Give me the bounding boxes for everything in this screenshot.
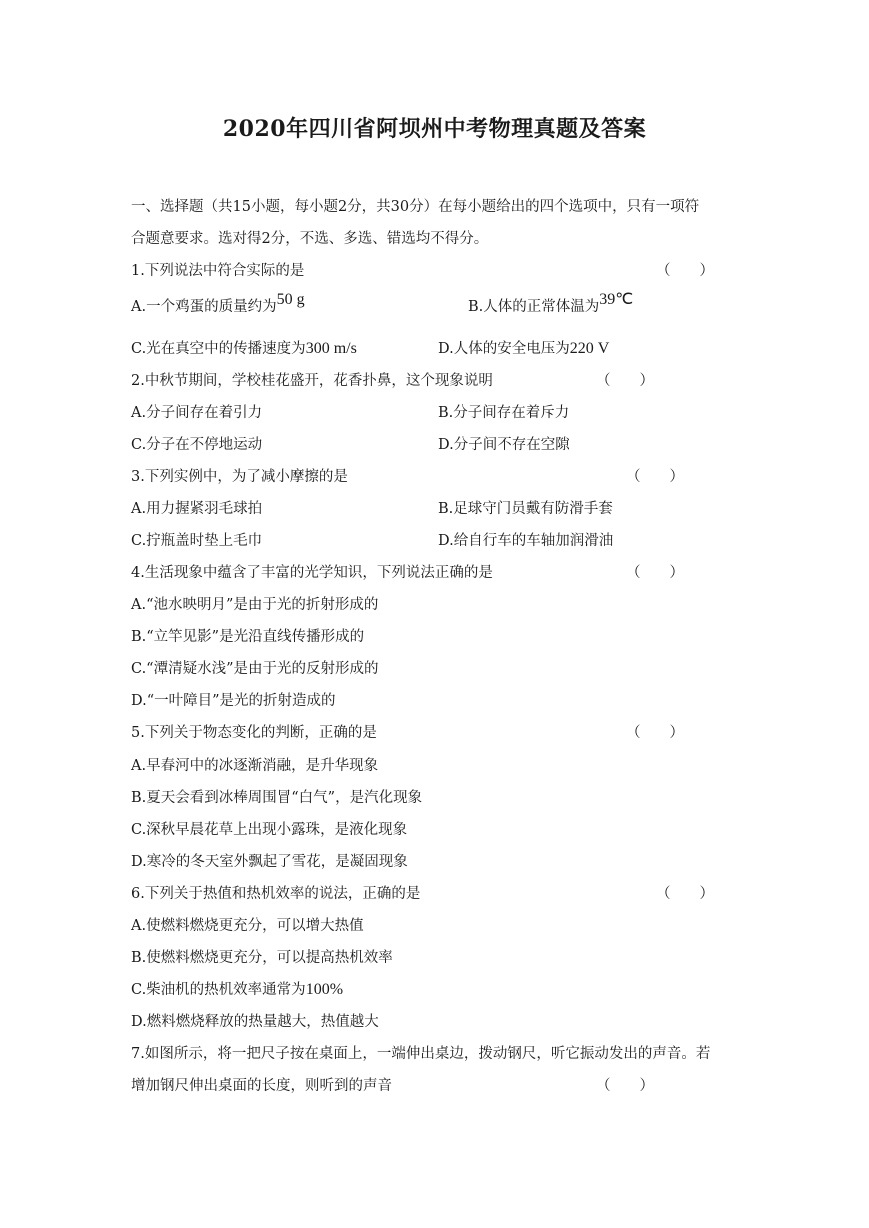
- q2-option-a: A.分子间存在着引力: [131, 405, 263, 421]
- q3-option-d: D.给自行车的车轴加润滑油: [438, 533, 614, 549]
- q7-stem-line1: 7.如图所示，将一把尺子按在桌面上，一端伸出桌边，拨动钢尺，听它振动发出的声音。若: [131, 1046, 711, 1062]
- q1-answer-paren: （ ）: [656, 263, 714, 279]
- q4-stem: 4.生活现象中蕴含了丰富的光学知识，下列说法正确的是: [131, 565, 493, 581]
- q4-option-a: A.“池水映明月”是由于光的折射形成的: [131, 597, 379, 613]
- q1-option-c: [131, 339, 357, 359]
- q5-answer-paren: （ ）: [626, 725, 684, 741]
- q7-stem-line2: 增加钢尺伸出桌面的长度，则听到的声音: [131, 1078, 392, 1094]
- section-intro-line1: 一、选择题（共15小题，每小题2分，共30分）在每小题给出的四个选项中，只有一项符: [131, 199, 700, 215]
- q5-option-a: A.早春河中的冰逐渐消融，是升华现象: [131, 758, 379, 774]
- q2-stem: 2.中秋节期间，学校桂花盛开，花香扑鼻，这个现象说明: [131, 373, 493, 389]
- q2-option-d: D.分子间不存在空隙: [438, 437, 570, 453]
- q4-option-d: D.“一叶障目”是光的折射造成的: [131, 693, 336, 709]
- q6-option-a: A.使燃料燃烧更充分，可以增大热值: [131, 918, 364, 934]
- q1-option-d-text: D.人体的安全电压为: [438, 341, 570, 357]
- q4-option-b: B.“立竿见影”是光沿直线传播形成的: [131, 629, 365, 645]
- q1-option-b: [468, 291, 634, 317]
- q7-answer-paren: （ ）: [596, 1078, 654, 1094]
- section-intro-line2: 合题意要求。选对得2分，不选、多选、错选均不得分。: [131, 231, 489, 247]
- q1-option-d-value: 220 V: [569, 340, 610, 357]
- q5-stem: 5.下列关于物态变化的判断，正确的是: [131, 725, 377, 741]
- q6-option-c: [131, 980, 343, 1000]
- q1-option-b-text: B.人体的正常体温为: [468, 299, 600, 315]
- q1-option-c-text: C.光在真空中的传播速度为: [131, 341, 306, 357]
- q5-option-b: B.夏天会看到冰棒周围冒“白气”，是汽化现象: [131, 790, 423, 806]
- q6-option-d: D.燃料燃烧释放的热量越大，热值越大: [131, 1014, 379, 1030]
- q5-option-d: D.寒冷的冬天室外飘起了雪花，是凝固现象: [131, 854, 408, 870]
- q3-stem: 3.下列实例中，为了减小摩擦的是: [131, 469, 348, 485]
- q2-answer-paren: （ ）: [596, 373, 654, 389]
- q6-option-c-text: C.柴油机的热机效率通常为: [131, 982, 306, 998]
- q1-option-c-value: 300 m/s: [305, 340, 357, 357]
- q1-stem: 1.下列说法中符合实际的是: [131, 263, 305, 279]
- q3-option-b: B.足球守门员戴有防滑手套: [438, 501, 613, 517]
- q6-answer-paren: （ ）: [656, 886, 714, 902]
- q4-option-c: C.“潭清疑水浅”是由于光的反射形成的: [131, 661, 379, 677]
- q6-option-c-value: 100%: [305, 981, 344, 998]
- q1-option-d: [438, 339, 609, 359]
- q1-option-a-text: A.一个鸡蛋的质量约为: [131, 299, 277, 315]
- q1-option-a: [131, 291, 305, 317]
- q6-stem: 6.下列关于热值和热机效率的说法，正确的是: [131, 886, 421, 902]
- q5-option-c: C.深秋早晨花草上出现小露珠，是液化现象: [131, 822, 408, 838]
- q6-option-b: B.使燃料燃烧更充分，可以提高热机效率: [131, 950, 393, 966]
- q1-option-a-value: 50 g: [276, 291, 305, 308]
- document-title: 2020年四川省阿坝州中考物理真题及答案: [222, 116, 647, 142]
- q1-option-b-value: 39℃: [599, 291, 634, 308]
- q3-option-a: A.用力握紧羽毛球拍: [131, 501, 263, 517]
- q3-answer-paren: （ ）: [626, 469, 684, 485]
- q2-option-c: C.分子在不停地运动: [131, 437, 263, 453]
- q2-option-b: B.分子间存在着斥力: [438, 405, 570, 421]
- q3-option-c: C.拧瓶盖时垫上毛巾: [131, 533, 263, 549]
- q4-answer-paren: （ ）: [626, 565, 684, 581]
